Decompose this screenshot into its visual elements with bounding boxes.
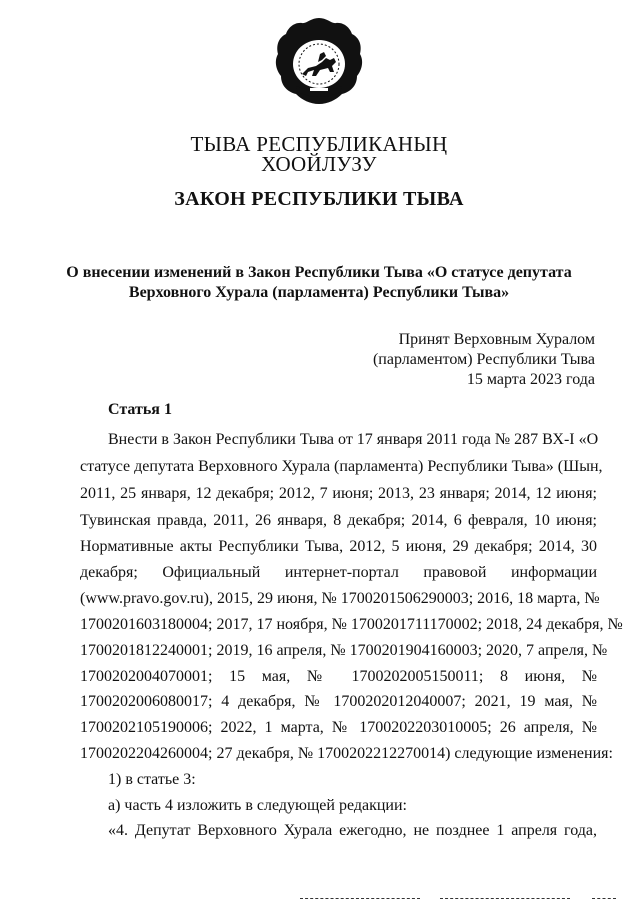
article-text-line: 1700202105190006; 2022, 1 марта, № 1700202203010005; 26 апреля, №: [80, 719, 597, 736]
law-subject-line1: О внесении изменений в Закон Республики Тыва «О статусе депутата: [66, 264, 572, 281]
article-text-line: 1700201603180004; 2017, 17 ноября, № 1700201711170002; 2018, 24 декабря, №: [80, 616, 623, 633]
amendment-item: 1) в статье 3:: [108, 771, 196, 788]
article-text-line: Нормативные акты Республики Тыва, 2012, 5 июня, 29 декабря; 2014, 30: [80, 538, 597, 555]
article-text-line: 1700202204260004; 27 декабря, № 1700202212270014) следующие изменения:: [80, 745, 613, 762]
article-text-line: 1700202006080017; 4 декабря, № 1700202012040007; 2021, 19 мая, №: [80, 693, 597, 710]
adoption-line1: Принят Верховным Хуралом: [398, 331, 595, 348]
article-text-line: Тувинская правда, 2011, 26 января, 8 декабря; 2014, 6 февраля, 10 июня;: [80, 512, 597, 529]
amendment-subitem: а) часть 4 изложить в следующей редакции:: [108, 797, 407, 814]
coat-of-arms-icon: [272, 14, 366, 108]
republic-name-line1: ТЫВА РЕСПУБЛИКАНЫҢ: [190, 132, 448, 156]
article-text-line: статусе депутата Верховного Хурала (парламента) Республики Тыва» (Шын,: [80, 458, 603, 475]
article-text-line: 1700202004070001; 15 мая, № 1700202005150011; 8 июня, №: [80, 668, 597, 685]
article-title: Статья 1: [108, 401, 172, 418]
adoption-line2: (парламентом) Республики Тыва: [372, 351, 595, 368]
footer-rule: [300, 898, 420, 899]
article-text-line: декабря; Официальный интернет-портал правовой информации: [80, 564, 597, 581]
adoption-date: 15 марта 2023 года: [466, 371, 595, 388]
adoption-note: [373, 330, 595, 390]
article-text-line: (www.pravo.gov.ru), 2015, 29 июня, № 1700201506290003; 2016, 18 марта, №: [80, 590, 600, 607]
article-text-line: 1700201812240001; 2019, 16 апреля, № 1700201904160003; 2020, 7 апреля, №: [80, 642, 608, 659]
footer-rule: [440, 898, 570, 899]
amendment-quote-start: «4. Депутат Верховного Хурала ежегодно, не позднее 1 апреля года,: [108, 822, 597, 839]
footer-rule: [592, 898, 616, 899]
article-text-line: Внести в Закон Республики Тыва от 17 января 2011 года № 287 ВХ-I «О: [108, 431, 599, 448]
article-text-line: 2011, 25 января, 12 декабря; 2012, 7 июня; 2013, 23 января; 2014, 12 июня;: [80, 485, 597, 502]
republic-name-line2: ХООЙЛУЗУ: [261, 152, 377, 176]
law-subject: [60, 263, 578, 303]
law-subject-line2: Верховного Хурала (парламента) Республики Тыва»: [128, 284, 510, 301]
law-title: ЗАКОН РЕСПУБЛИКИ ТЫВА: [174, 188, 464, 210]
